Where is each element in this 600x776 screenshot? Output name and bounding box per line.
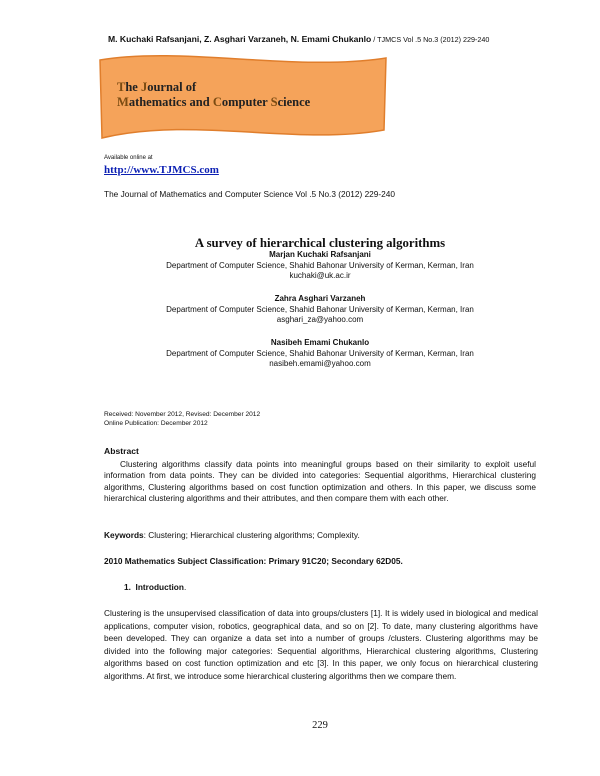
journal-website-link[interactable]: http://www.TJMCS.com — [104, 164, 219, 176]
running-header-journal-ref: / TJMCS Vol .5 No.3 (2012) 229-240 — [371, 35, 490, 44]
author-affiliation: Department of Computer Science, Shahid Bahonar University of Kerman, Kerman, Iran — [166, 304, 474, 314]
author-affiliation: Department of Computer Science, Shahid Bahonar University of Kerman, Kerman, Iran — [166, 260, 474, 270]
author-email: kuchaki@uk.ac.ir — [289, 271, 351, 281]
journal-logo-text: The Journal of Mathematics and Computer Science — [117, 80, 311, 109]
running-header-authors: M. Kuchaki Rafsanjani, Z. Asghari Varzaneh, N. Emami Chukanlo — [108, 34, 372, 44]
available-online-label: Available online at — [104, 155, 153, 161]
received-date: Received: November 2012, Revised: December 2012 — [104, 411, 261, 418]
abstract-heading: Abstract — [104, 446, 139, 456]
section-number: 1. — [124, 582, 131, 592]
author-name: Nasibeh Emami Chukanlo — [270, 338, 370, 347]
keywords-line — [104, 530, 360, 540]
keywords-label: Keywords — [104, 530, 144, 540]
author-block-1 — [0, 250, 600, 282]
author-block-3 — [0, 338, 600, 370]
page-number: 229 — [312, 720, 328, 731]
author-affiliation: Department of Computer Science, Shahid Bahonar University of Kerman, Kerman, Iran — [166, 348, 474, 358]
msc-classification: 2010 Mathematics Subject Classification: Primary 91C20; Secondary 62D05. — [104, 556, 403, 566]
author-email: asghari_za@yahoo.com — [276, 315, 364, 325]
author-block-2 — [0, 294, 600, 326]
abstract-text: Clustering algorithms classify data points into meaningful groups based on their similarity to exploit useful information from data points. They can be divided into categories: Sequential algorithms, Hierarchical clustering algorithms, Clustering algorithms based on cost function optimization and others. In this paper, we discuss some hierarchical clustering algorithms and their attributes, and then compare them with each other. — [104, 459, 536, 504]
publication-dates — [104, 411, 260, 428]
online-publication-date: Online Publication: December 2012 — [104, 419, 208, 427]
paper-title: A survey of hierarchical clustering algorithms — [194, 236, 446, 250]
section-heading-introduction: 1. Introduction. — [124, 582, 187, 592]
author-email: nasibeh.emami@yahoo.com — [269, 359, 371, 369]
citation-line: The Journal of Mathematics and Computer Science Vol .5 No.3 (2012) 229-240 — [104, 189, 396, 199]
author-name: Marjan Kuchaki Rafsanjani — [269, 250, 371, 259]
section-title: Introduction — [135, 582, 184, 592]
introduction-paragraph: Clustering is the unsupervised classification of data into groups/clusters [1]. It is widely used in biological and medical applications, computer vision, robotics, geographical data, and so on [2]. To date, many clustering algorithms have been developed. They can organize a data set into a number of groups /clusters. Clustering algorithms may be divided into the following major categories: Sequential algorithms, Hierarchical clustering algorithms, Clustering algorithms based on cost function optimization and etc [3]. In this paper, we only focus on hierarchical clustering algorithms. At first, we introduce some hierarchical clustering algorithms then we compare them. — [104, 608, 538, 681]
running-header — [108, 34, 489, 44]
keywords-text: : Clustering; Hierarchical clustering algorithms; Complexity. — [143, 530, 360, 540]
author-name: Zahra Asghari Varzaneh — [274, 294, 366, 303]
